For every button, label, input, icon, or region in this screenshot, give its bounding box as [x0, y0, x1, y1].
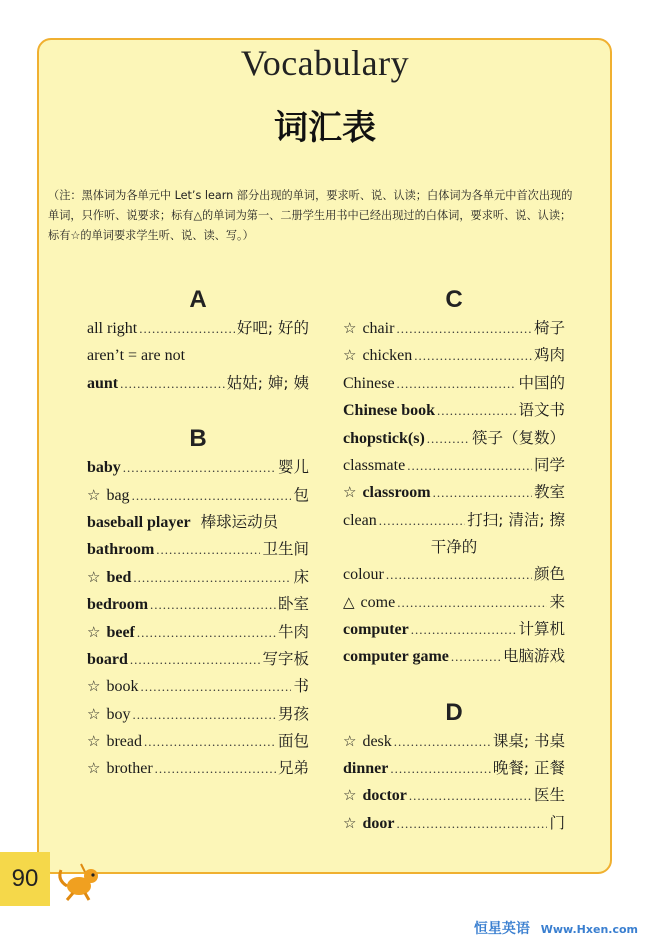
vocab-word: classmate [343, 456, 406, 474]
vocab-meaning: 门 [549, 813, 565, 832]
vocab-entry [343, 452, 565, 479]
dot-leader [156, 536, 260, 563]
dot-leader [150, 591, 276, 618]
vocab-entry [343, 561, 565, 588]
page-title-cn: 词汇表 [274, 108, 376, 148]
vocab-word: bathroom [87, 541, 155, 559]
dot-leader [433, 479, 532, 506]
page-title-en: Vocabulary [240, 43, 410, 83]
vocab-word: board [87, 650, 128, 668]
vocab-entry [343, 589, 565, 616]
star-icon: ☆ [87, 677, 101, 696]
vocab-word: all right [87, 320, 138, 337]
vocab-meaning: 打扫; 清洁; 擦 [467, 510, 565, 529]
vocab-meaning: 颜色 [533, 565, 565, 584]
vocab-meaning: 好吧; 好的 [236, 319, 309, 337]
dot-leader [133, 564, 291, 591]
vocab-word: chair [362, 320, 395, 337]
vocab-word: bag [106, 486, 130, 504]
vocab-entry [87, 509, 309, 536]
vocab-entry [343, 370, 565, 397]
usage-note: （注：黑体词为各单元中 Let’s learn 部分出现的单词，要求听、说、认读；白体词为各单元中首次出现的单词，只作听、说要求；标有△的单词为第一、二册学生用书中已经出现过的白体词，要求听、说、认读；标有☆的单词要求学生听、说、读、写。） [48, 189, 573, 242]
dot-leader [390, 755, 491, 782]
vocab-meaning: 姑姑; 婶; 姨 [226, 373, 309, 392]
star-icon: ☆ [87, 759, 101, 778]
vocab-word: Chinese book [343, 402, 436, 420]
dot-leader [407, 452, 532, 479]
vocab-word: chopstick(s) [343, 429, 425, 447]
dot-leader [137, 619, 276, 646]
vocab-word: dinner [343, 760, 389, 778]
star-icon: ☆ [343, 346, 357, 365]
vocab-entry [343, 643, 565, 670]
vocab-meaning: 男孩 [277, 704, 309, 723]
vocab-meaning: 写字板 [262, 649, 309, 668]
vocab-entry [87, 591, 309, 618]
vocab-entry [343, 755, 565, 782]
vocab-entry [87, 646, 309, 673]
vocab-meaning: 晚餐; 正餐 [492, 759, 565, 778]
vocab-meaning-continued: 干净的 [430, 538, 478, 557]
star-icon: ☆ [87, 485, 101, 504]
section-letter: D [445, 698, 463, 726]
vocab-word: clean [343, 511, 377, 529]
dot-leader [411, 616, 517, 643]
vocab-meaning: 牛肉 [277, 622, 309, 641]
dot-leader [414, 342, 532, 369]
dot-leader [155, 755, 276, 782]
vocab-entry [87, 728, 309, 755]
vocab-meaning: 中国的 [518, 373, 565, 392]
vocab-meaning: 兄弟 [277, 759, 309, 778]
vocab-entry [87, 673, 309, 700]
vocab-entry [343, 782, 565, 809]
vocab-meaning: 床 [293, 567, 309, 586]
dot-leader [396, 315, 532, 342]
page-number: 90 [0, 852, 50, 906]
vocab-entry [343, 315, 565, 342]
vocab-word: computer [343, 620, 409, 638]
section-letter: B [189, 425, 207, 453]
vocab-word: bedroom [87, 596, 149, 614]
vocab-word: classroom [362, 484, 431, 502]
vocab-meaning: 电脑游戏 [502, 647, 565, 666]
vocab-entry [87, 370, 309, 397]
vocab-entry [87, 701, 309, 728]
vocab-entry [343, 616, 565, 643]
dot-leader [120, 370, 225, 397]
dot-leader [394, 728, 491, 755]
vocab-meaning: 卫生间 [262, 540, 309, 559]
vocab-meaning: 椅子 [533, 319, 565, 337]
dot-leader [397, 370, 517, 397]
star-icon: ☆ [87, 732, 101, 751]
triangle-icon: △ [343, 592, 355, 611]
vocab-meaning: 语文书 [518, 401, 565, 420]
star-icon: ☆ [87, 622, 101, 641]
dot-leader [144, 728, 276, 755]
dot-leader [396, 810, 547, 837]
vocab-word: chicken [362, 347, 413, 365]
star-icon: ☆ [87, 704, 101, 723]
vocab-entry [343, 397, 565, 424]
vocab-word: come [360, 593, 396, 611]
star-icon: ☆ [343, 731, 357, 750]
vocab-word: baby [87, 459, 121, 477]
dot-leader [140, 673, 291, 700]
vocab-word: baseball player [87, 513, 191, 531]
vocab-entry [343, 425, 565, 452]
right-column [343, 285, 565, 837]
vocab-entry [343, 507, 565, 534]
watermark-url: Www.Hxen.com [540, 923, 638, 936]
vocab-meaning: 书 [293, 677, 309, 696]
vocab-meaning: 包 [293, 485, 309, 504]
vocab-word: beef [106, 623, 135, 641]
vocab-meaning: 筷子（复数） [471, 428, 565, 447]
vocab-word: bread [106, 733, 142, 751]
vocab-meaning: 同学 [533, 455, 565, 474]
section-gap [87, 397, 309, 424]
vocab-word: aren’t = are not [87, 347, 186, 365]
section-letter: C [445, 286, 463, 313]
vocab-meaning: 鸡肉 [533, 346, 565, 365]
vocab-word: doctor [362, 787, 407, 805]
vocab-entry [87, 536, 309, 563]
dot-leader [437, 397, 516, 424]
vocab-word: door [362, 814, 395, 832]
vocab-word: brother [106, 760, 153, 778]
vocab-word: boy [106, 705, 131, 723]
dot-leader [132, 482, 292, 509]
vocab-entry [343, 728, 565, 755]
vocab-entry [87, 619, 309, 646]
vocab-meaning: 教室 [533, 483, 565, 502]
star-icon: ☆ [343, 813, 357, 832]
dot-leader [379, 507, 465, 534]
star-icon: ☆ [343, 786, 357, 805]
vocab-meaning: 计算机 [518, 619, 565, 638]
vocab-word: computer game [343, 648, 449, 666]
vocab-word: book [106, 678, 139, 696]
vocab-word: desk [362, 732, 392, 750]
vocab-meaning: 卧室 [277, 595, 309, 614]
left-column [87, 285, 309, 783]
star-icon: ☆ [343, 319, 357, 337]
star-icon: ☆ [87, 567, 101, 586]
vocab-meaning: 医生 [533, 786, 565, 805]
vocab-entry [87, 454, 309, 481]
dot-leader [386, 561, 532, 588]
vocab-entry [87, 564, 309, 591]
vocab-word: colour [343, 566, 384, 584]
vocab-entry [343, 810, 565, 837]
vocab-meaning: 婴儿 [277, 458, 309, 477]
dot-leader [397, 589, 547, 616]
section-letter: A [189, 286, 207, 313]
vocab-entry [343, 479, 565, 506]
monkey-mascot-icon [55, 862, 103, 902]
dot-leader [409, 782, 532, 809]
dot-leader [123, 454, 276, 481]
site-watermark [474, 918, 638, 938]
vocab-entry [87, 482, 309, 509]
dot-leader [130, 646, 261, 673]
vocab-entry [87, 342, 309, 369]
watermark-brand: 恒星英语 [473, 921, 530, 937]
vocab-entry [87, 315, 309, 342]
dot-leader [451, 643, 501, 670]
section-gap [343, 671, 565, 698]
vocab-word: Chinese [343, 374, 395, 392]
vocab-meaning: 面包 [277, 732, 309, 751]
vocab-entry [87, 755, 309, 782]
vocab-word: bed [106, 568, 132, 586]
dot-leader [132, 701, 276, 728]
star-icon: ☆ [343, 483, 357, 502]
vocab-meaning: 课桌; 书桌 [492, 731, 565, 750]
vocab-word: aunt [87, 374, 119, 392]
vocab-meaning: 来 [549, 592, 565, 611]
dot-leader [427, 425, 470, 452]
dot-leader [139, 315, 235, 342]
vocab-meaning: 棒球运动员 [200, 512, 279, 531]
vocab-entry [343, 342, 565, 369]
